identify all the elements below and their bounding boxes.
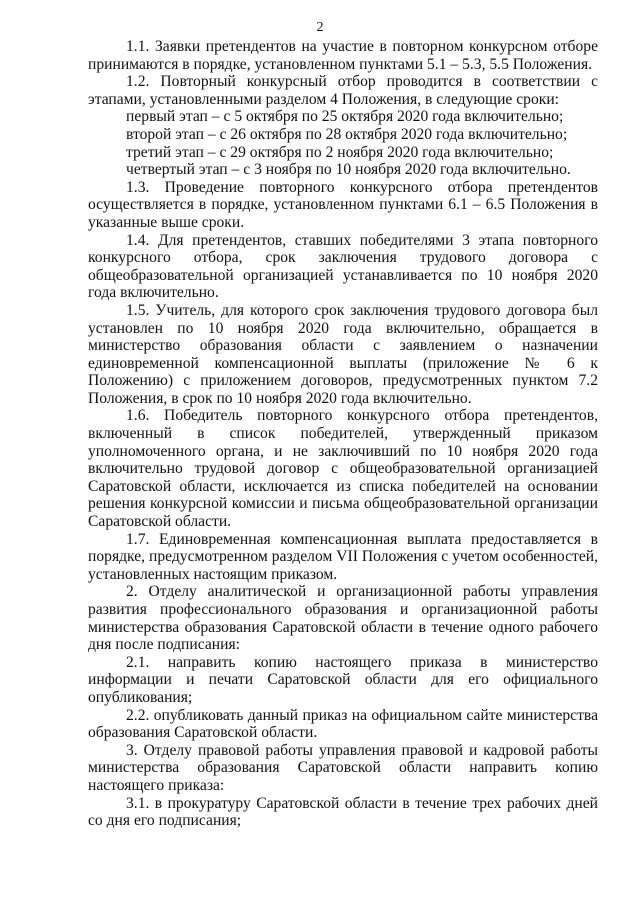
page-number: 2 — [316, 20, 324, 35]
paragraph-2-1: 2.1. направить копию настоящего приказа в министерство информации и печати Саратовской области для его официального опубликования; — [88, 653, 598, 706]
stage-1-line: первый этап – с 5 октября по 25 октября 2020 года включительно; — [126, 108, 564, 126]
stage-3-line: третий этап – с 29 октября по 2 ноября 2020 года включительно; — [126, 143, 554, 161]
paragraph-1-1: 1.1. Заявки претендентов на участие в повторном конкурсном отборе принимаются в порядке, установленном пунктами 5.1 – 5.3, 5.5 Положения. — [88, 38, 598, 73]
stage-2-line: второй этап – с 26 октября по 28 октября 2020 года включительно; — [126, 125, 568, 143]
paragraph-1-7: 1.7. Единовременная компенсационная выплата предоставляется в порядке, предусмотренном разделом VII Положения с учетом особенностей, установленных настоящим приказом. — [88, 530, 598, 583]
stage-4-line: четвертый этап – с 3 ноября по 10 ноября 2020 года включительно. — [126, 161, 571, 179]
paragraph-1-6: 1.6. Победитель повторного конкурсного отбора претендентов, включенный в список победителей, утвержденный приказом уполномоченного органа, и не заключивший по 10 ноября 2020 года включительно трудовой договор с общеобразовательной организацией Саратовской области, исключается из списка победителей на основании решения конкурсной комиссии и письма общеобразовательной организации Саратовской области. — [88, 407, 598, 531]
document-body — [88, 38, 598, 830]
paragraph-1-3: 1.3. Проведение повторного конкурсного отбора претендентов осуществляется в порядке, установленном пунктами 6.1 – 6.5 Положения в указанные выше сроки. — [88, 178, 598, 231]
paragraph-3-1: 3.1. в прокуратуру Саратовской области в течение трех рабочих дней со дня его подписания; — [88, 794, 598, 830]
paragraph-2: 2. Отделу аналитической и организационной работы управления развития профессионального образования и организационной работы министерства образования Саратовской области в течение одного рабочего дня после подписания: — [88, 583, 598, 654]
paragraph-1-4: 1.4. Для претендентов, ставших победителями 3 этапа повторного конкурсного отбора, срок заключения трудового договора с общеобразовательной организацией устанавливается по 10 ноября 2020 года включительно. — [88, 231, 598, 302]
paragraph-2-2: 2.2. опубликовать данный приказ на официальном сайте министерства образования Саратовской области. — [88, 706, 598, 742]
paragraph-3: 3. Отделу правовой работы управления правовой и кадровой работы министерства образования Саратовской области направить копию настоящего приказа: — [88, 741, 598, 794]
paragraph-1-2: 1.2. Повторный конкурсный отбор проводится в соответствии с этапами, установленными разделом 4 Положения, в следующие сроки: — [88, 73, 598, 108]
paragraph-1-5: 1.5. Учитель, для которого срок заключения трудового договора был установлен по 10 ноября 2020 года включительно, обращается в министерство образования области с заявлением о назначении единовременной компенсационной выплаты (приложение № 6 к Положению) с приложением договоров, предусмотренных пунктом 7.2 Положения, в срок по 10 ноября 2020 года включительно. — [88, 301, 598, 407]
